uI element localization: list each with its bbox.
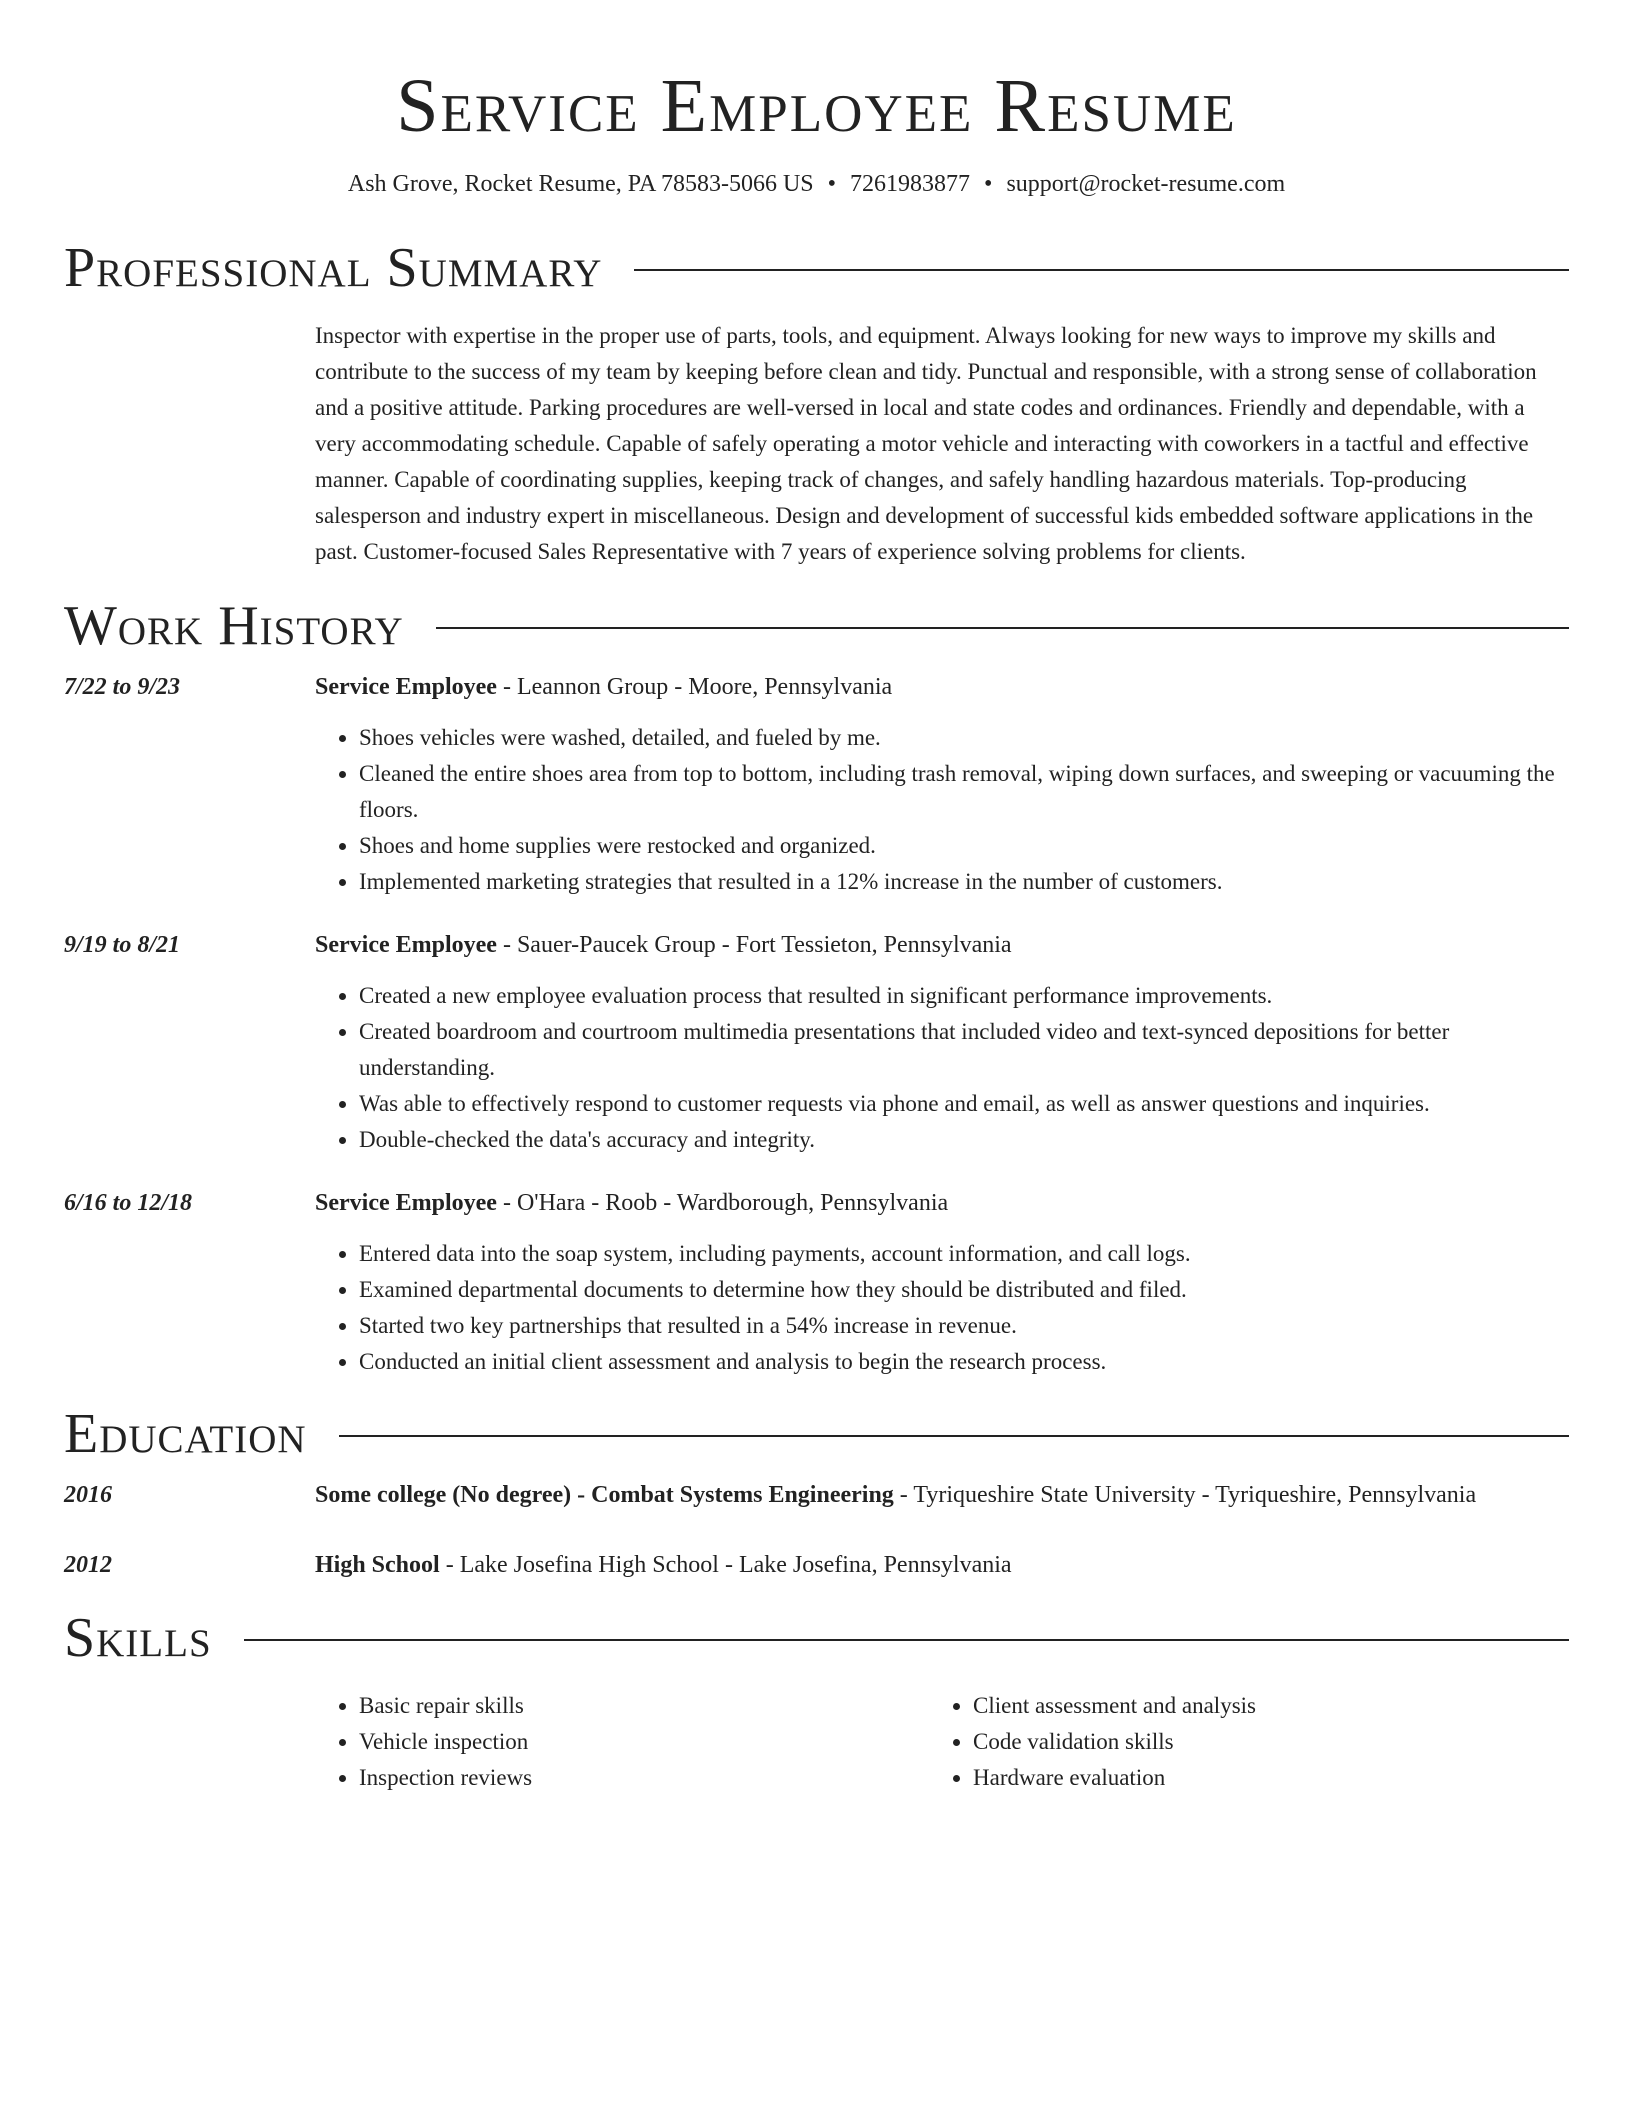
work-section-header <box>64 594 1569 658</box>
page-title: Service Employee Resume <box>396 64 1237 148</box>
education-headline <box>315 1546 1569 1584</box>
skills-list-right <box>929 1688 1543 1796</box>
job-bullet: • Double-checked the data's accuracy and integrity. <box>359 1122 1569 1158</box>
education-section-header <box>64 1402 1569 1466</box>
job-details: - O'Hara - Roob - Wardborough, Pennsylvania <box>496 1190 949 1216</box>
job-bullet: • Created a new employee evaluation process that resulted in significant performance improvements. <box>359 978 1569 1014</box>
job-details: - Leannon Group - Moore, Pennsylvania <box>496 674 893 700</box>
summary-text: Inspector with expertise in the proper use of parts, tools, and equipment. Always looking for new ways to improve my skills and contribute to the success of my team by keeping before clean and tidy. Punctual and responsible, with a strong sense of collaboration and a positive attitude. Parking procedures are well-versed in local and state codes and ordinances. Friendly and dependable, with a very accommodating schedule. Capable of safely operating a motor vehicle and interacting with coworkers in a tactful and effective manner. Capable of coordinating supplies, keeping track of changes, and safely handling hazardous materials. Top-producing salesperson and industry expert in miscellaneous. Design and development of successful kids embedded software applications in the past. Customer-focused Sales Representative with 7 years of experience solving problems for clients. <box>315 323 1537 564</box>
job-bullet: • Implemented marketing strategies that resulted in a 12% increase in the number of customers. <box>359 864 1569 900</box>
job-bullet: • Shoes vehicles were washed, detailed, and fueled by me. <box>359 720 1569 756</box>
job-headline <box>315 926 1569 964</box>
contact-separator: • <box>827 171 837 197</box>
skills-columns <box>315 1688 1569 1796</box>
contact-separator: • <box>984 171 993 197</box>
job-bullets <box>315 1236 1569 1380</box>
contact-email: support@rocket-resume.com <box>1006 171 1286 197</box>
job-bullet: • Created boardroom and courtroom multimedia presentations that included video and text-synced depositions for better understanding. <box>359 1014 1569 1086</box>
summary-section-header <box>64 236 1569 300</box>
skills-list-left <box>315 1688 929 1796</box>
education-details: - Tyriqueshire State University - Tyriqueshire, Pennsylvania <box>893 1482 1477 1508</box>
section-divider <box>436 627 1569 629</box>
skill-item: • Inspection reviews <box>359 1760 929 1796</box>
education-entry <box>64 1476 1569 1514</box>
education-year: 2016 <box>64 1482 112 1508</box>
job-headline <box>315 1184 1569 1222</box>
skill-item: • Client assessment and analysis <box>973 1688 1543 1724</box>
job-title: Service Employee <box>315 1190 497 1216</box>
job-dates: 6/16 to 12/18 <box>64 1190 193 1216</box>
job-entry <box>64 1184 1569 1380</box>
job-bullet: • Started two key partnerships that resulted in a 54% increase in revenue. <box>359 1308 1569 1344</box>
education-degree: High School <box>315 1552 440 1578</box>
job-details: - Sauer-Paucek Group - Fort Tessieton, Pennsylvania <box>496 932 1012 958</box>
job-headline <box>315 668 1569 706</box>
skill-item: • Vehicle inspection <box>359 1724 929 1760</box>
contact-address: Ash Grove, Rocket Resume, PA 78583-5066 US <box>347 171 814 197</box>
job-bullet: • Conducted an initial client assessment and analysis to begin the research process. <box>359 1344 1569 1380</box>
work-heading: Work History <box>64 595 404 657</box>
resume-page <box>64 0 1569 1796</box>
job-bullet: • Shoes and home supplies were restocked and organized. <box>359 828 1569 864</box>
skill-item: • Basic repair skills <box>359 1688 929 1724</box>
contact-phone: 7261983877 <box>850 171 971 197</box>
section-divider <box>634 269 1569 271</box>
job-dates: 9/19 to 8/21 <box>64 932 181 958</box>
skill-item: • Hardware evaluation <box>973 1760 1543 1796</box>
job-bullets <box>315 978 1569 1158</box>
job-body <box>315 668 1569 900</box>
job-dates: 7/22 to 9/23 <box>64 674 181 700</box>
job-bullet: • Was able to effectively respond to customer requests via phone and email, as well as answer questions and inquiries. <box>359 1086 1569 1122</box>
section-divider <box>339 1435 1569 1437</box>
summary-heading: Professional Summary <box>64 237 603 299</box>
job-entry <box>64 926 1569 1158</box>
job-entry <box>64 668 1569 900</box>
skills-heading: Skills <box>64 1607 212 1669</box>
job-title: Service Employee <box>315 932 497 958</box>
contact-line <box>64 168 1569 200</box>
skills-section-header <box>64 1606 1569 1670</box>
skill-item: • Code validation skills <box>973 1724 1543 1760</box>
job-body <box>315 926 1569 1158</box>
job-bullet: • Entered data into the soap system, including payments, account information, and call logs. <box>359 1236 1569 1272</box>
education-year: 2012 <box>64 1552 112 1578</box>
education-entry <box>64 1546 1569 1584</box>
job-title: Service Employee <box>315 674 497 700</box>
education-degree: Some college (No degree) - Combat Systems Engineering <box>315 1482 894 1508</box>
job-bullet: • Examined departmental documents to determine how they should be distributed and filed. <box>359 1272 1569 1308</box>
education-heading: Education <box>64 1403 307 1465</box>
job-bullet: • Cleaned the entire shoes area from top to bottom, including trash removal, wiping down surfaces, and sweeping or vacuuming the floors. <box>359 756 1569 828</box>
education-details: - Lake Josefina High School - Lake Josefina, Pennsylvania <box>439 1552 1012 1578</box>
section-divider <box>244 1639 1569 1641</box>
education-headline <box>315 1476 1569 1514</box>
job-body <box>315 1184 1569 1380</box>
job-bullets <box>315 720 1569 900</box>
